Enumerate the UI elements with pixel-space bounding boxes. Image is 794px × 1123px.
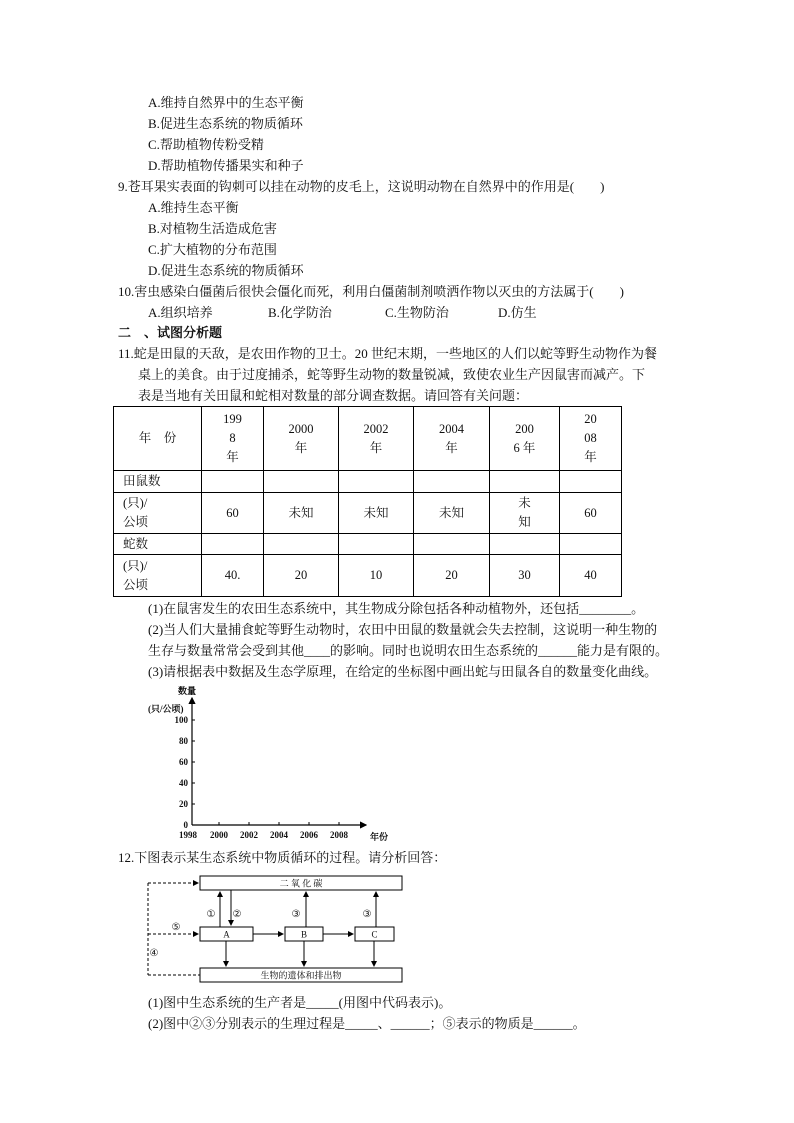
marker-3: ③ (291, 909, 301, 920)
table-header-cell: 2002 年 (339, 407, 414, 471)
table-cell: 60 (202, 493, 264, 534)
chart-x-label: 年份 (370, 832, 389, 842)
chart-y-tick-label: 40 (179, 778, 188, 788)
table-cell: 40 (560, 555, 622, 597)
table-cell (339, 534, 414, 555)
table-cell (202, 534, 264, 555)
table-cell: 20 (264, 555, 339, 597)
table-cell (490, 534, 560, 555)
marker-3: ③ (362, 909, 372, 920)
table-cell: 20 (414, 555, 490, 597)
table-cell: 10 (339, 555, 414, 597)
q11-sub-2-line-1: (2)当人们大量捕食蛇等野生动物时，农田中田鼠的数量就会失去控制，这说明一种生物的 (148, 622, 658, 637)
prev-option-a: A.维持自然界中的生态平衡 (148, 95, 304, 110)
table-header-cell: 20 08 年 (560, 407, 622, 471)
table-cell: 30 (490, 555, 560, 597)
table-cell: 未知 (414, 493, 490, 534)
table-row (114, 471, 622, 493)
q10-stem: 10.害虫感染白僵菌后很快会僵化而死，利用白僵菌制剂喷洒作物以灭虫的方法属于( ) (118, 284, 624, 299)
table-cell (264, 534, 339, 555)
chart-y-tick-label: 20 (179, 799, 188, 809)
section-heading: 二 、试图分析题 (118, 325, 223, 340)
co2-label: 二 氧 化 碳 (279, 878, 323, 889)
table-header-cell: 199 8 年 (202, 407, 264, 471)
chart-y-unit: (只/公顷) (148, 704, 184, 714)
table-header-cell: 2000 年 (264, 407, 339, 471)
q10-option-b: B.化学防治 (268, 305, 332, 320)
table-cell (490, 471, 560, 493)
prev-option-b: B.促进生态系统的物质循环 (148, 116, 303, 131)
remains-label: 生物的遗体和排出物 (260, 970, 342, 981)
q10-option-c: C.生物防治 (385, 305, 449, 320)
marker-1: ① (206, 909, 216, 920)
table-row-label: (只)/ 公顷 (114, 493, 202, 534)
q9-option-c: C.扩大植物的分布范围 (148, 242, 277, 257)
q11-stem-line-1: 11.蛇是田鼠的天敌，是农田作物的卫士。20 世纪末期，一些地区的人们以蛇等野生动物作为餐 (118, 346, 658, 361)
chart-y-label: 数量 (178, 686, 197, 696)
table-row (114, 534, 622, 555)
table-header-cell: 年 份 (114, 407, 202, 471)
table-cell: 未 知 (490, 493, 560, 534)
q12-sub-1: (1)图中生态系统的生产者是_____(用图中代码表示)。 (148, 995, 452, 1010)
node-b-label: B (300, 929, 308, 940)
chart-x-tick-label: 1998 (179, 830, 197, 840)
table-cell (414, 471, 490, 493)
chart-x-tick-label: 2008 (330, 830, 348, 840)
table-header-cell: 2004 年 (414, 407, 490, 471)
blank-coordinate-chart (140, 682, 400, 844)
q10-option-a: A.组织培养 (148, 305, 213, 320)
q9-option-d: D.促进生态系统的物质循环 (148, 263, 304, 278)
table-cell: 60 (560, 493, 622, 534)
table-cell: 40. (202, 555, 264, 597)
table-cell (414, 534, 490, 555)
table-row-label: 田鼠数 (114, 471, 202, 493)
q10-option-d: D.仿生 (498, 305, 537, 320)
table-header-row (114, 407, 622, 471)
survey-table (113, 406, 622, 597)
table-cell (560, 534, 622, 555)
chart-x-tick-label: 2004 (270, 830, 288, 840)
node-a-label: A (223, 929, 230, 940)
q9-option-a: A.维持生态平衡 (148, 200, 239, 215)
table-cell (264, 471, 339, 493)
q9-stem: 9.苍耳果实表面的钩刺可以挂在动物的皮毛上，这说明动物在自然界中的作用是( ) (118, 179, 605, 194)
table-row-label: 蛇数 (114, 534, 202, 555)
chart-x-tick-label: 2002 (240, 830, 258, 840)
q11-sub-2-line-2: 生存与数量常常会受到其他____的影响。同时也说明农田生态系统的______能力是有限的。 (148, 643, 669, 658)
chart-y-tick-label: 0 (183, 820, 188, 830)
table-cell: 未知 (339, 493, 414, 534)
table-cell (202, 471, 264, 493)
q12-stem: 12.下图表示某生态系统中物质循环的过程。请分析回答： (118, 850, 447, 865)
prev-option-c: C.帮助植物传粉受精 (148, 137, 264, 152)
q11-sub-1: (1)在鼠害发生的农田生态系统中，其生物成分除包括各种动植物外，还包括________。 (148, 601, 645, 616)
chart-x-tick-label: 2000 (210, 830, 228, 840)
chart-y-tick-label: 60 (179, 757, 188, 767)
q11-sub-3: (3)请根据表中数据及生态学原理，在给定的坐标图中画出蛇与田鼠各自的数量变化曲线。 (148, 664, 658, 679)
table-row (114, 493, 622, 534)
table-row-label: (只)/ 公顷 (114, 555, 202, 597)
q11-stem-line-3: 表是当地有关田鼠和蛇相对数量的部分调查数据。请回答有关问题： (138, 388, 529, 403)
chart-y-tick-label: 80 (179, 736, 188, 746)
table-cell (339, 471, 414, 493)
table-row (114, 555, 622, 597)
q9-option-b: B.对植物生活造成危害 (148, 221, 277, 236)
prev-option-d: D.帮助植物传播果实和种子 (148, 158, 304, 173)
table-cell: 未知 (264, 493, 339, 534)
table-cell (560, 471, 622, 493)
chart-y-tick-label: 100 (174, 715, 188, 725)
q11-stem-line-2: 桌上的美食。由于过度捕杀，蛇等野生动物的数量锐减，致使农业生产因鼠害而减产。下 (138, 367, 646, 382)
chart-x-tick-label: 2006 (300, 830, 318, 840)
carbon-cycle-diagram (140, 868, 410, 988)
marker-2: ② (232, 909, 242, 920)
node-c-label: C (371, 929, 378, 940)
marker-5: ⑤ (171, 922, 181, 933)
table-header-cell: 200 6 年 (490, 407, 560, 471)
marker-4: ④ (149, 948, 159, 959)
q12-sub-2: (2)图中②③分别表示的生理过程是_____、______；⑤表示的物质是______。 (148, 1016, 586, 1031)
